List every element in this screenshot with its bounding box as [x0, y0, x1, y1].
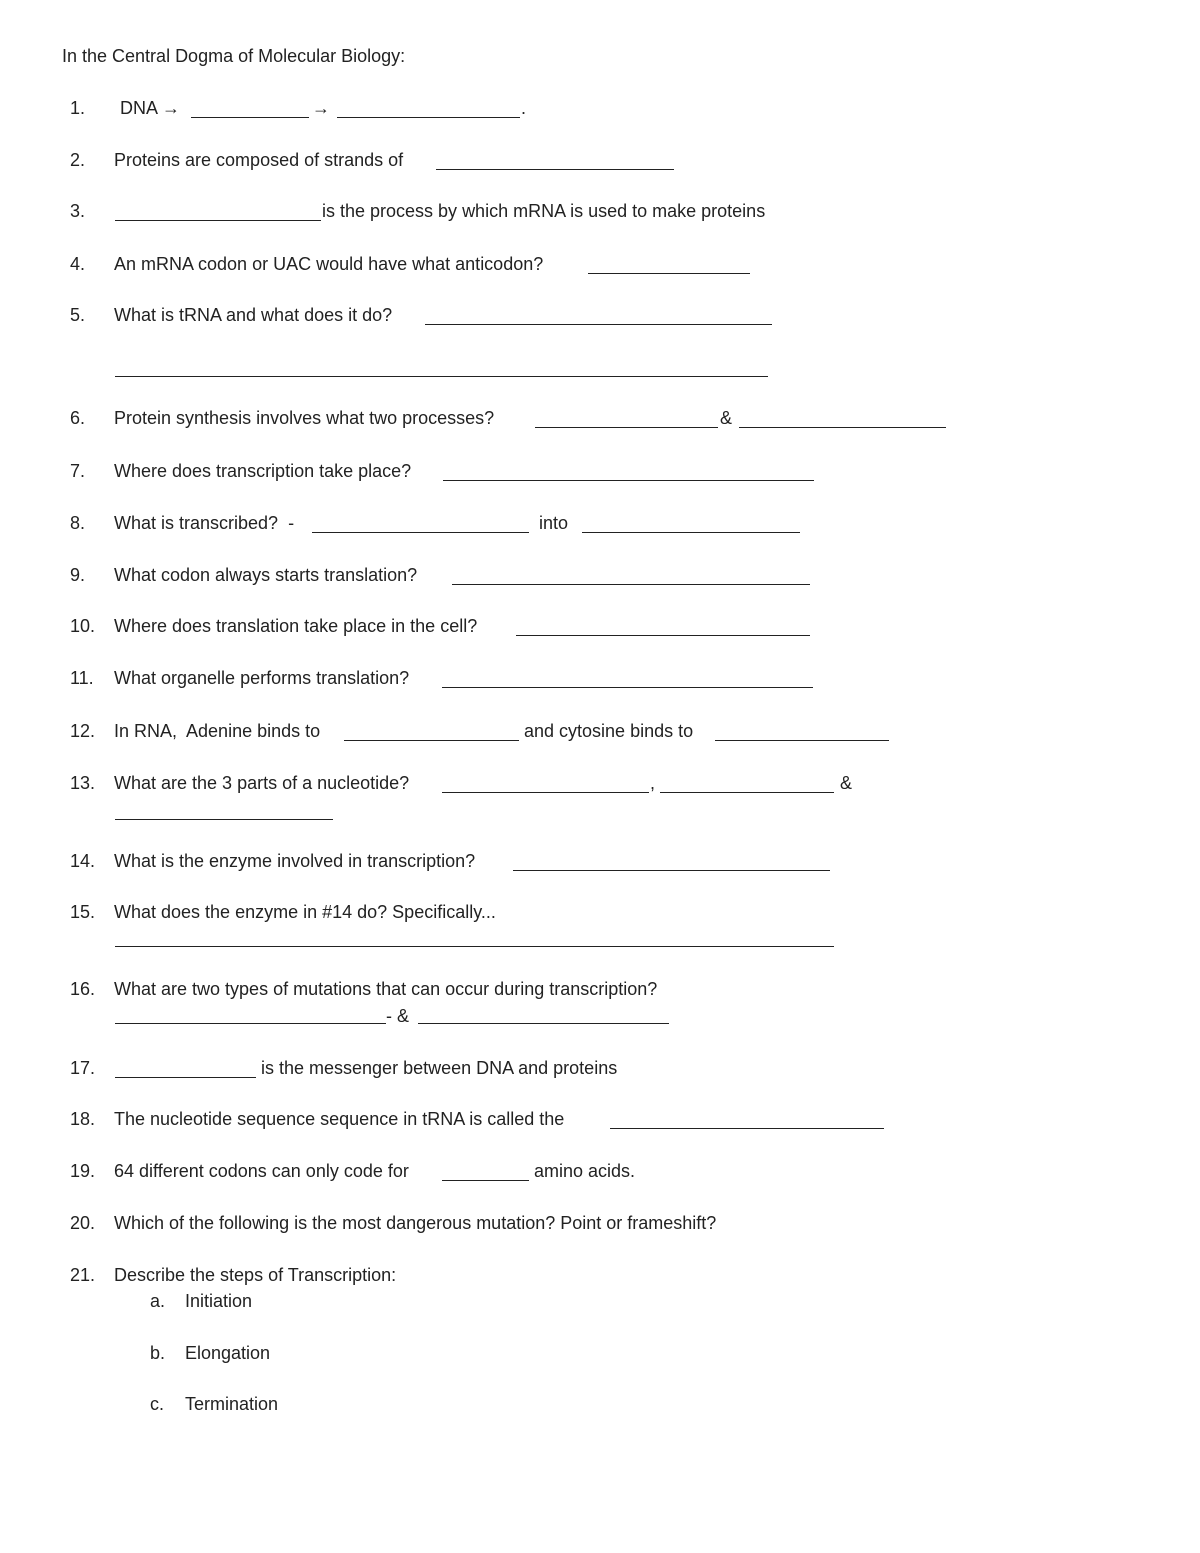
question-text: The nucleotide sequence sequence in tRNA is called the	[114, 1109, 565, 1129]
answer-blank[interactable]	[344, 740, 519, 741]
sub-item-label: Termination	[185, 1394, 279, 1414]
question-text: What is the enzyme involved in transcription?	[114, 851, 476, 871]
question-number: 6.	[70, 408, 86, 428]
sub-item-label: Elongation	[185, 1343, 271, 1363]
answer-blank[interactable]	[442, 1180, 529, 1181]
answer-blank[interactable]	[115, 220, 321, 221]
question-text: is the messenger between DNA and proteins	[261, 1058, 618, 1078]
question-number: 11.	[70, 668, 94, 688]
question-text: What are two types of mutations that can occur during transcription?	[114, 979, 658, 999]
question-text: 64 different codons can only code for	[114, 1161, 409, 1181]
question-number: 20.	[70, 1213, 96, 1233]
answer-blank[interactable]	[513, 870, 830, 871]
answer-blank[interactable]	[115, 819, 333, 820]
answer-blank[interactable]	[660, 792, 834, 793]
answer-blank[interactable]	[442, 687, 813, 688]
question-number: 10.	[70, 616, 96, 636]
question-text: DNA →	[120, 98, 181, 118]
question-number: 4.	[70, 254, 86, 274]
answer-blank[interactable]	[739, 427, 946, 428]
question-number: 15.	[70, 902, 96, 922]
question-text: into	[539, 513, 569, 533]
question-text: Where does translation take place in the cell?	[114, 616, 478, 636]
question-number: 3.	[70, 201, 86, 221]
question-number: 8.	[70, 513, 86, 533]
question-text: Proteins are composed of strands of	[114, 150, 404, 170]
worksheet-heading: In the Central Dogma of Molecular Biology:	[62, 46, 406, 66]
question-text: &	[720, 408, 733, 428]
question-text: What organelle performs translation?	[114, 668, 410, 688]
question-text: Protein synthesis involves what two processes?	[114, 408, 495, 428]
question-text: and cytosine binds to	[524, 721, 694, 741]
question-text: What does the enzyme in #14 do? Specifically...	[114, 902, 496, 922]
sub-item-letter: b.	[150, 1343, 166, 1363]
question-text: What is tRNA and what does it do?	[114, 305, 393, 325]
answer-blank[interactable]	[443, 480, 814, 481]
answer-blank[interactable]	[588, 273, 750, 274]
answer-blank[interactable]	[436, 169, 674, 170]
answer-blank[interactable]	[425, 324, 772, 325]
question-text: An mRNA codon or UAC would have what anticodon?	[114, 254, 544, 274]
question-text: - &	[386, 1006, 410, 1026]
question-text: What is transcribed? -	[114, 513, 295, 533]
question-number: 18.	[70, 1109, 96, 1129]
question-text: What codon always starts translation?	[114, 565, 418, 585]
question-number: 12.	[70, 721, 96, 741]
question-number: 5.	[70, 305, 86, 325]
question-text: Where does transcription take place?	[114, 461, 412, 481]
answer-blank[interactable]	[535, 427, 718, 428]
question-text: .	[521, 98, 527, 118]
question-text: Describe the steps of Transcription:	[114, 1265, 397, 1285]
answer-blank[interactable]	[312, 532, 529, 533]
answer-blank[interactable]	[516, 635, 810, 636]
question-number: 7.	[70, 461, 86, 481]
question-text: What are the 3 parts of a nucleotide?	[114, 773, 410, 793]
answer-blank[interactable]	[715, 740, 889, 741]
question-number: 13.	[70, 773, 96, 793]
question-number: 17.	[70, 1058, 96, 1078]
question-text: &	[840, 773, 853, 793]
sub-item-letter: c.	[150, 1394, 165, 1414]
question-number: 21.	[70, 1265, 96, 1285]
answer-blank[interactable]	[337, 117, 520, 118]
answer-blank[interactable]	[418, 1023, 669, 1024]
question-number: 1.	[70, 98, 86, 118]
answer-blank[interactable]	[191, 117, 309, 118]
question-text: amino acids.	[534, 1161, 636, 1181]
question-text: Which of the following is the most dangerous mutation? Point or frameshift?	[114, 1213, 717, 1233]
answer-blank[interactable]	[442, 792, 649, 793]
answer-blank[interactable]	[452, 584, 810, 585]
question-text: ,	[650, 773, 656, 793]
arrow-glyph: →	[312, 98, 330, 118]
question-number: 16.	[70, 979, 96, 999]
question-number: 2.	[70, 150, 86, 170]
answer-blank[interactable]	[115, 376, 768, 377]
question-number: 19.	[70, 1161, 96, 1181]
question-text: is the process by which mRNA is used to make proteins	[322, 201, 766, 221]
sub-item-letter: a.	[150, 1291, 166, 1311]
answer-blank[interactable]	[610, 1128, 884, 1129]
question-number: 9.	[70, 565, 86, 585]
answer-blank[interactable]	[582, 532, 800, 533]
answer-blank[interactable]	[115, 946, 834, 947]
sub-item-label: Initiation	[185, 1291, 253, 1311]
answer-blank[interactable]	[115, 1077, 256, 1078]
question-text: In RNA, Adenine binds to	[114, 721, 321, 741]
question-number: 14.	[70, 851, 96, 871]
answer-blank[interactable]	[115, 1023, 386, 1024]
